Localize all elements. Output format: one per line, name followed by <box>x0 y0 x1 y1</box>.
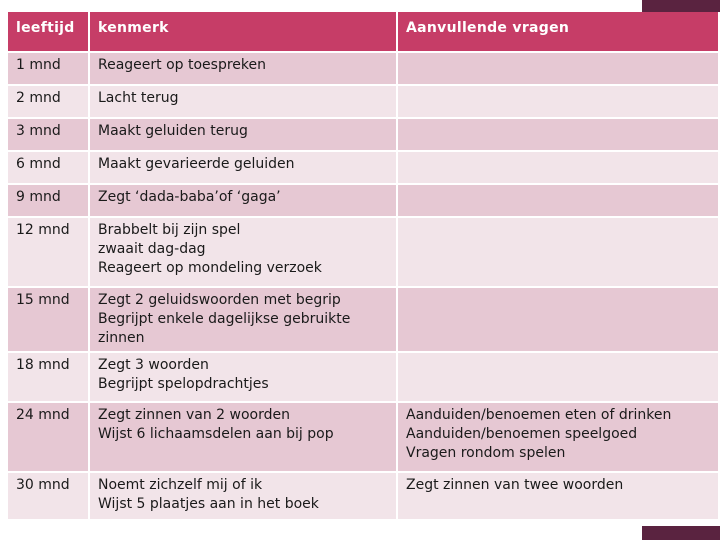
cell-age: 9 mnd <box>8 185 90 218</box>
cell-feature: Maakt geluiden terug <box>90 119 398 152</box>
table-row <box>8 185 720 218</box>
cell-feature: Noemt zichzelf mij of ik Wijst 5 plaatjes aan in het boek <box>90 473 398 521</box>
cell-questions <box>398 353 720 403</box>
development-table <box>8 12 720 521</box>
cell-feature: Zegt 3 woorden Begrijpt spelopdrachtjes <box>90 353 398 403</box>
table-row <box>8 152 720 185</box>
cell-questions <box>398 86 720 119</box>
table-row <box>8 86 720 119</box>
header-leeftijd: leeftijd <box>8 12 90 53</box>
cell-age: 30 mnd <box>8 473 90 521</box>
cell-feature: Zegt ‘dada-baba’of ‘gaga’ <box>90 185 398 218</box>
cell-questions <box>398 152 720 185</box>
cell-questions <box>398 53 720 86</box>
cell-questions <box>398 119 720 152</box>
cell-age: 2 mnd <box>8 86 90 119</box>
header-aanvullende-vragen: Aanvullende vragen <box>398 12 720 53</box>
cell-age: 18 mnd <box>8 353 90 403</box>
cell-feature: Brabbelt bij zijn spel zwaait dag-dag Reageert op mondeling verzoek <box>90 218 398 288</box>
cell-feature: Lacht terug <box>90 86 398 119</box>
cell-feature: Zegt zinnen van 2 woorden Wijst 6 lichaamsdelen aan bij pop <box>90 403 398 473</box>
table-header-row <box>8 12 720 53</box>
cell-feature: Maakt gevarieerde geluiden <box>90 152 398 185</box>
cell-questions: Zegt zinnen van twee woorden <box>398 473 720 521</box>
table-row <box>8 53 720 86</box>
table-row <box>8 218 720 288</box>
accent-bar-bottom <box>642 526 720 540</box>
table-row <box>8 473 720 521</box>
table-row <box>8 288 720 353</box>
cell-feature: Zegt 2 geluidswoorden met begrip Begrijpt enkele dagelijkse gebruikte zinnen <box>90 288 398 353</box>
cell-questions <box>398 218 720 288</box>
cell-age: 12 mnd <box>8 218 90 288</box>
cell-age: 3 mnd <box>8 119 90 152</box>
cell-age: 1 mnd <box>8 53 90 86</box>
cell-age: 15 mnd <box>8 288 90 353</box>
cell-age: 24 mnd <box>8 403 90 473</box>
cell-feature: Reageert op toespreken <box>90 53 398 86</box>
table-row <box>8 353 720 403</box>
cell-questions: Aanduiden/benoemen eten of drinken Aanduiden/benoemen speelgoed Vragen rondom spelen <box>398 403 720 473</box>
table-row <box>8 119 720 152</box>
table-row <box>8 403 720 473</box>
header-kenmerk: kenmerk <box>90 12 398 53</box>
cell-questions <box>398 288 720 353</box>
cell-questions <box>398 185 720 218</box>
cell-age: 6 mnd <box>8 152 90 185</box>
